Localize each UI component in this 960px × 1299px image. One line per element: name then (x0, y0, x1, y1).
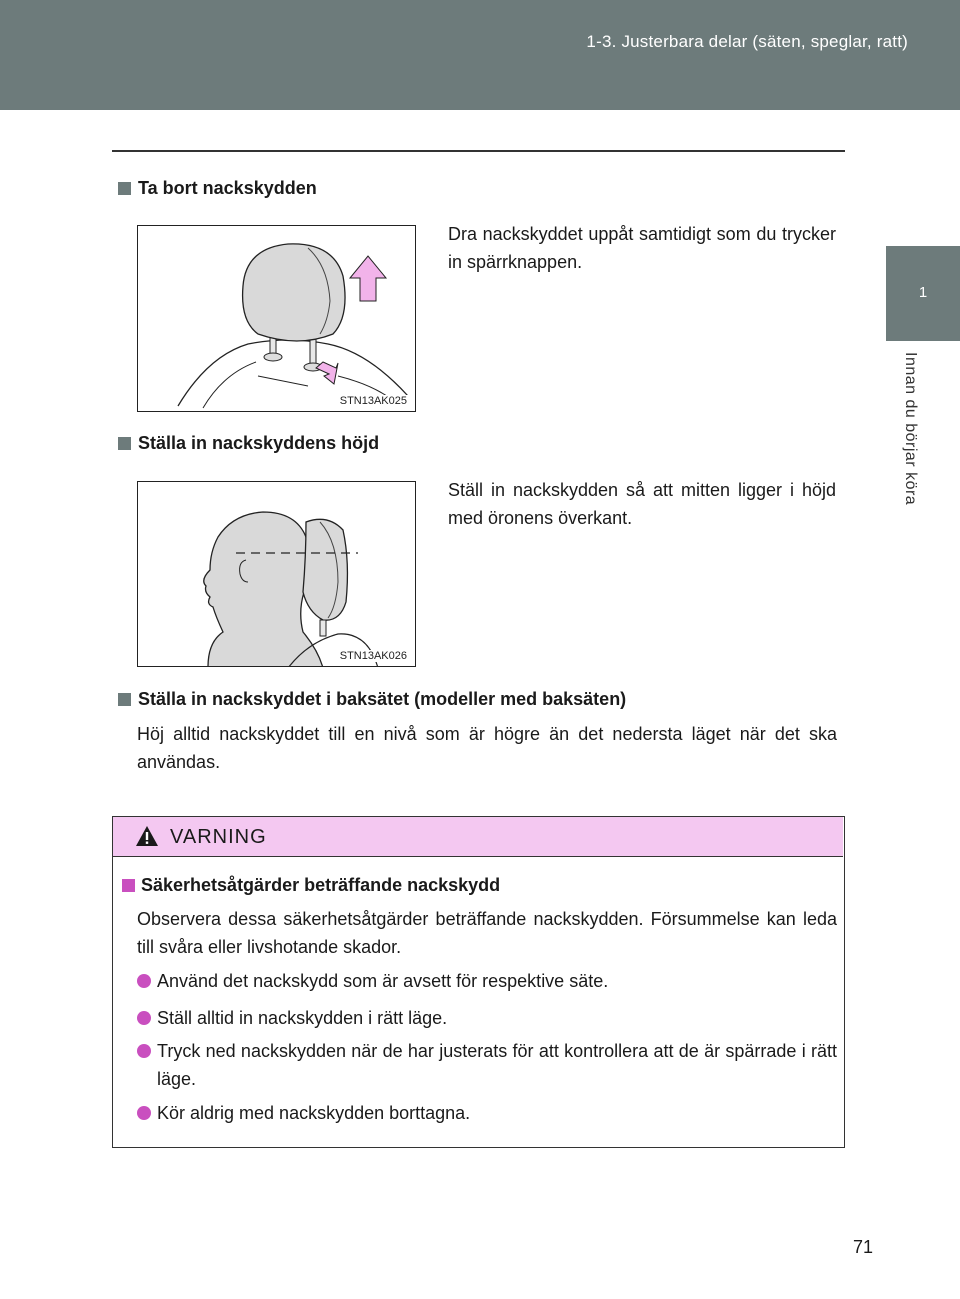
section-heading-height: Ställa in nackskyddens höjd (118, 433, 379, 454)
instruction-height: Ställ in nackskydden så att mitten ligger i höjd med öronens överkant. (448, 480, 836, 528)
warning-box (112, 816, 845, 1148)
bullet-dot-icon (137, 1106, 151, 1120)
bullet-dot-icon (137, 974, 151, 988)
warning-bullet: Ställ alltid in nackskydden i rätt läge. (137, 1004, 837, 1032)
header-bar (0, 0, 960, 110)
warning-heading: Säkerhetsåtgärder beträffande nackskydd (122, 875, 500, 896)
chapter-title: 1-3. Justerbara delar (säten, speglar, ratt) (586, 32, 908, 51)
page-number: 71 (853, 1237, 874, 1257)
warning-bullet: Kör aldrig med nackskydden borttagna. (137, 1099, 837, 1127)
figure-headrest-height (137, 481, 416, 667)
figure-caption: STN13AK025 (339, 395, 407, 407)
instruction-rear: Höj alltid nackskyddet till en nivå som är högre än det nedersta läget när det ska användas. (137, 724, 837, 772)
figure-remove-headrest (137, 225, 416, 412)
warning-bullet: Använd det nackskydd som är avsett för respektive säte. (137, 967, 837, 995)
chapter-number: 1 (918, 284, 928, 301)
warning-triangle-icon (135, 825, 159, 847)
instruction-remove: Dra nackskyddet uppåt samtidigt som du trycker in spärrknappen. (448, 224, 836, 272)
warning-title: VARNING (170, 826, 267, 848)
chapter-tab (886, 246, 960, 341)
square-bullet-icon (118, 437, 131, 450)
head-profile-illustration (138, 482, 416, 667)
square-bullet-icon (118, 182, 131, 195)
square-bullet-icon (122, 879, 135, 892)
section-divider (112, 150, 845, 152)
section-heading-remove: Ta bort nackskydden (118, 178, 317, 199)
bullet-dot-icon (137, 1011, 151, 1025)
square-bullet-icon (118, 693, 131, 706)
bullet-dot-icon (137, 1044, 151, 1058)
chapter-label: Innan du börjar köra (902, 352, 919, 506)
warning-bullet: Tryck ned nackskydden när de har justerats för att kontrollera att de är spärrade i rätt läge. (137, 1037, 837, 1093)
figure-caption: STN13AK026 (339, 650, 407, 662)
warning-header (113, 817, 843, 857)
headrest-removal-illustration (138, 226, 416, 412)
section-heading-rear: Ställa in nackskyddet i baksätet (modeller med baksäten) (118, 689, 626, 710)
warning-intro: Observera dessa säkerhetsåtgärder beträffande nackskydden. Försummelse kan leda till svåra eller livshotande skador. (137, 909, 837, 957)
